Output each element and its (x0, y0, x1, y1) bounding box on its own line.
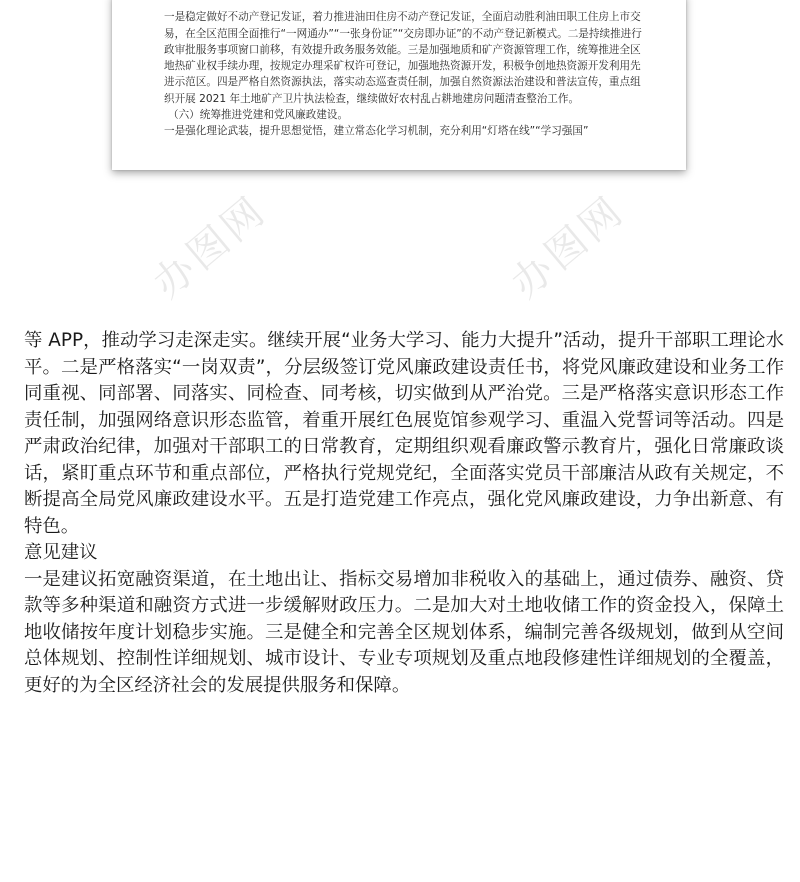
preview-paragraph-2: 一是强化理论武装，提升思想觉悟，建立常态化学习机制，充分利用“灯塔在线”“学习强国” (164, 125, 589, 138)
section-title-suggestions: 意见建议 (24, 542, 98, 563)
preview-heading-6: （六）统筹推进党建和党风廉政建设。 (168, 109, 349, 122)
document-preview-text (164, 0, 650, 140)
document-preview-image (112, 0, 686, 170)
watermark: 办图网 (144, 187, 276, 308)
preview-heading-5 (164, 0, 650, 9)
watermark: 办图网 (502, 187, 634, 308)
body-paragraph-party-building: 等 APP，推动学习走深走实。继续开展“业务大学习、能力大提升”活动，提升干部职工理论水平。二是严格落实“一岗双责”，分层级签订党风廉政建设责任书，将党风廉政建设和业务工作同重视、同部署、同落实、同检查、同考核，切实做到从严治党。三是严格落实意识形态工作责任制，加强网络意识形态监管，着重开展红色展览馆参观学习、重温入党誓词等活动。四是严肃政治纪律，加强对干部职工的日常教育，定期组织观看廉政警示教育片，强化日常廉政谈话，紧盯重点环节和重点部位，严格执行党规党纪，全面落实党员干部廉洁从政有关规定，不断提高全局党风廉政建设水平。五是打造党建工作亮点，强化党风廉政建设，力争出新意、有特色。 (24, 330, 784, 537)
document-body (24, 328, 784, 699)
body-paragraph-suggestions: 一是建议拓宽融资渠道，在土地出让、指标交易增加非税收入的基础上，通过债券、融资、贷款等多种渠道和融资方式进一步缓解财政压力。二是加大对土地收储工作的资金投入，保障土地收储按年度计划稳步实施。三是健全和完善全区规划体系，编制完善各级规划，做到从空间总体规划、控制性详细规划、城市设计、专业专项规划及重点地段修建性详细规划的全覆盖，更好的为全区经济社会的发展提供服务和保障。 (24, 568, 784, 696)
preview-paragraph-1: 一是稳定做好不动产登记发证，着力推进油田住房不动产登记发证，全面启动胜利油田职工住房上市交易，在全区范围全面推行“一网通办”“一张身份证”“交房即办证”的不动产登记新模式。二是持续推进行政审批服务事项窗口前移，有效提升政务服务效能。三是加强地质和矿产资源管理工作，统筹推进全区地热矿业权手续办理，按规定办理采矿权许可登记，加强地热资源开发，积极争创地热资源开发利用先进示范区。四是严格自然资源执法，落实动态巡查责任制，加强自然资源法治建设和普法宣传，重点组织开展 2021 年土地矿产卫片执法检查，继续做好农村乱占耕地建房问题清查整治工作。 (164, 11, 642, 105)
